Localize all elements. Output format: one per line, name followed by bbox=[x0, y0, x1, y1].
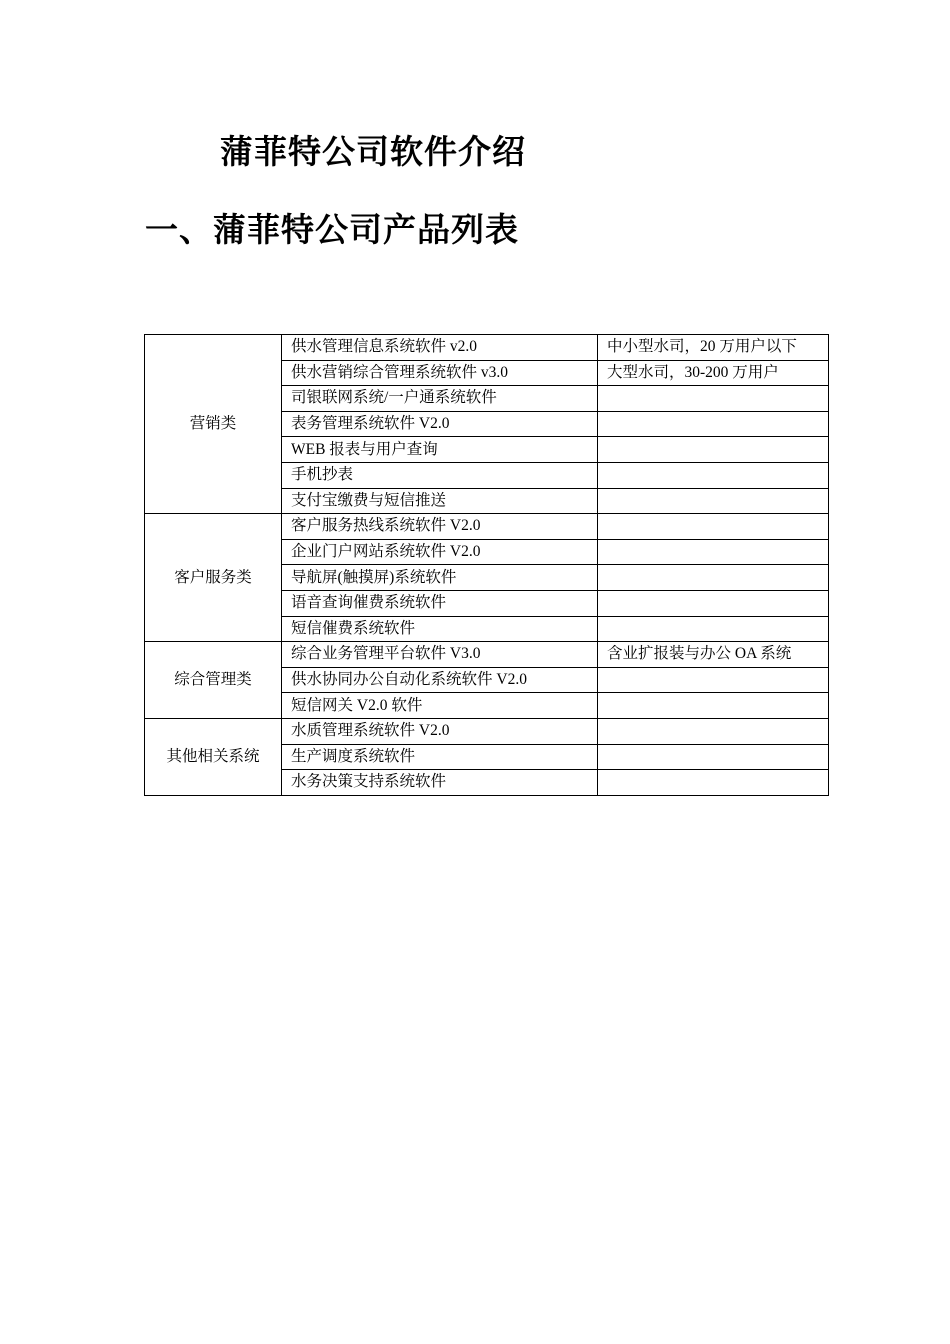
product-name-cell: 供水管理信息系统软件 v2.0 bbox=[282, 335, 598, 361]
product-note-cell bbox=[598, 590, 829, 616]
product-note-cell: 大型水司，30-200 万用户 bbox=[598, 360, 829, 386]
product-table bbox=[144, 334, 829, 796]
product-note-cell bbox=[598, 514, 829, 540]
table-row bbox=[145, 642, 829, 668]
product-name-cell: 水务决策支持系统软件 bbox=[282, 770, 598, 796]
product-name-cell: 短信网关 V2.0 软件 bbox=[282, 693, 598, 719]
product-note-cell bbox=[598, 411, 829, 437]
product-name-cell: 表务管理系统软件 V2.0 bbox=[282, 411, 598, 437]
product-name-cell: 水质管理系统软件 V2.0 bbox=[282, 718, 598, 744]
category-cell: 营销类 bbox=[145, 335, 282, 514]
document-title: 蒲菲特公司软件介绍 bbox=[220, 132, 526, 171]
product-note-cell bbox=[598, 488, 829, 514]
category-cell: 客户服务类 bbox=[145, 514, 282, 642]
product-note-cell bbox=[598, 616, 829, 642]
product-note-cell bbox=[598, 539, 829, 565]
product-name-cell: 司银联网系统/一户通系统软件 bbox=[282, 386, 598, 412]
product-note-cell bbox=[598, 693, 829, 719]
category-cell: 其他相关系统 bbox=[145, 718, 282, 795]
product-note-cell bbox=[598, 744, 829, 770]
table-row bbox=[145, 718, 829, 744]
product-name-cell: 导航屏(触摸屏)系统软件 bbox=[282, 565, 598, 591]
product-note-cell: 含业扩报装与办公 OA 系统 bbox=[598, 642, 829, 668]
table-row bbox=[145, 514, 829, 540]
product-name-cell: WEB 报表与用户查询 bbox=[282, 437, 598, 463]
product-name-cell: 语音查询催费系统软件 bbox=[282, 590, 598, 616]
product-name-cell: 支付宝缴费与短信推送 bbox=[282, 488, 598, 514]
section-heading: 一、蒲菲特公司产品列表 bbox=[145, 210, 519, 249]
product-name-cell: 供水协同办公自动化系统软件 V2.0 bbox=[282, 667, 598, 693]
product-name-cell: 生产调度系统软件 bbox=[282, 744, 598, 770]
product-note-cell bbox=[598, 667, 829, 693]
product-note-cell bbox=[598, 770, 829, 796]
product-name-cell: 手机抄表 bbox=[282, 462, 598, 488]
category-cell: 综合管理类 bbox=[145, 642, 282, 719]
product-note-cell bbox=[598, 386, 829, 412]
product-note-cell bbox=[598, 718, 829, 744]
product-note-cell bbox=[598, 437, 829, 463]
product-name-cell: 企业门户网站系统软件 V2.0 bbox=[282, 539, 598, 565]
product-name-cell: 供水营销综合管理系统软件 v3.0 bbox=[282, 360, 598, 386]
product-note-cell bbox=[598, 462, 829, 488]
product-note-cell: 中小型水司，20 万用户以下 bbox=[598, 335, 829, 361]
product-name-cell: 短信催费系统软件 bbox=[282, 616, 598, 642]
product-name-cell: 综合业务管理平台软件 V3.0 bbox=[282, 642, 598, 668]
product-name-cell: 客户服务热线系统软件 V2.0 bbox=[282, 514, 598, 540]
product-note-cell bbox=[598, 565, 829, 591]
table-row bbox=[145, 335, 829, 361]
